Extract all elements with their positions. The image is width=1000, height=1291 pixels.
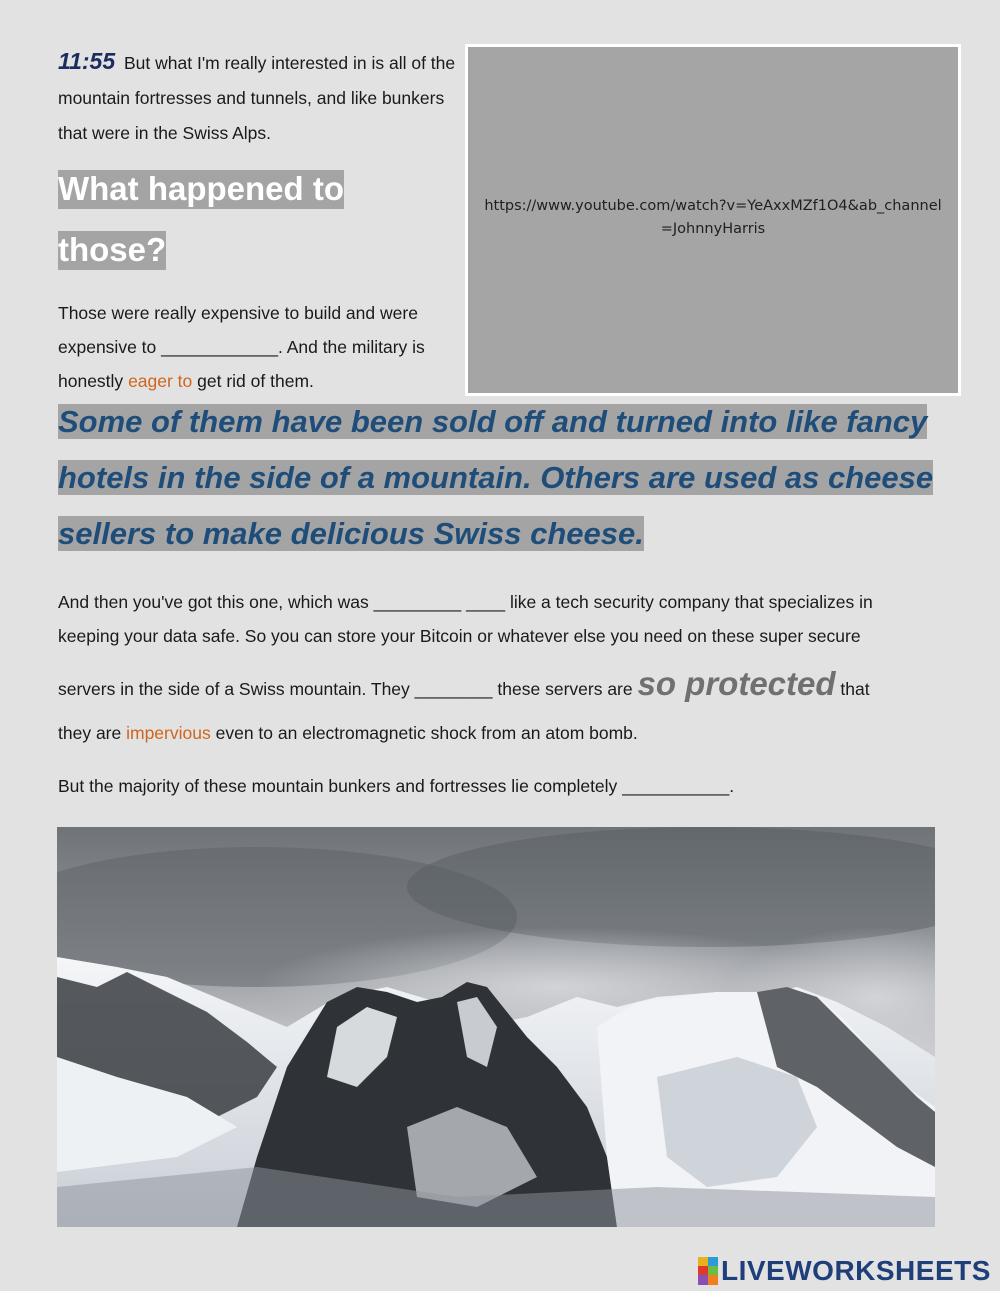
- paragraph-1-text-a: Those were really expensive to build and were expensive to: [58, 303, 418, 357]
- blank-input-1[interactable]: ____________: [161, 337, 278, 357]
- paragraph-1-text-c: get rid of them.: [197, 371, 314, 391]
- p2-text-1a: And then you've got this one, which was: [58, 592, 369, 612]
- brand-logo[interactable]: [698, 1254, 991, 1288]
- p3-text: But the majority of these mountain bunkers and fortresses lie completely: [58, 776, 618, 796]
- blank-input-2[interactable]: _________: [373, 592, 462, 612]
- blank-input-5[interactable]: ___________: [622, 776, 730, 796]
- video-embed[interactable]: [465, 44, 961, 396]
- vocab-eager-to: eager to: [128, 371, 193, 391]
- paragraph-2: [58, 585, 983, 750]
- paragraph-1: [58, 296, 458, 398]
- intro-text: But what I'm really interested in is all of the mountain fortresses and tunnels, and like bunkers that were in the Swiss Alps.: [58, 53, 456, 143]
- paragraph-2-line-3: [58, 661, 983, 712]
- p2-text-4a: they are: [58, 723, 122, 743]
- brand-badge-icon: [698, 1257, 718, 1285]
- p3-end: .: [729, 776, 735, 796]
- p2-text-2: keeping your data safe. So you can store your Bitcoin or whatever else you need on these super secure: [58, 626, 861, 646]
- question-heading: [58, 158, 458, 280]
- intro-paragraph: [58, 44, 463, 151]
- highlight-quote: [58, 394, 978, 562]
- p2-text-3c: that: [840, 679, 870, 699]
- question-line-1: What happened to: [58, 170, 344, 207]
- brand-name: LIVEWORKSHEETS: [721, 1255, 991, 1286]
- p2-text-1b: like a tech security company that specializes in: [509, 592, 873, 612]
- mountain-illustration: [57, 827, 935, 1227]
- big-phrase: so protected: [637, 665, 836, 702]
- blank-input-3[interactable]: ____: [466, 592, 506, 612]
- highlight-text: Some of them have been sold off and turned into like fancy hotels in the side of a mountain. Others are used as cheese sellers to make delicious Swiss cheese.: [58, 404, 934, 551]
- paragraph-2-line-1: [58, 585, 983, 619]
- p2-text-3a: servers in the side of a Swiss mountain. They: [58, 679, 410, 699]
- p2-text-3b: these servers are: [497, 679, 633, 699]
- question-line-2: those?: [58, 231, 167, 268]
- timestamp: 11:55: [58, 48, 116, 74]
- paragraph-2-line-4: [58, 716, 983, 750]
- mountain-photo: [57, 827, 935, 1227]
- paragraph-1-text-b: . And the military is honestly: [58, 337, 425, 391]
- paragraph-2-line-2: [58, 619, 983, 653]
- video-url[interactable]: https://www.youtube.com/watch?v=YeAxxMZf1O4&ab_channel=JohnnyHarris: [484, 198, 942, 237]
- p2-text-4b: even to an electromagnetic shock from an atom bomb.: [215, 723, 638, 743]
- vocab-impervious: impervious: [126, 723, 211, 743]
- paragraph-3: [58, 769, 983, 803]
- blank-input-4[interactable]: ________: [414, 679, 493, 699]
